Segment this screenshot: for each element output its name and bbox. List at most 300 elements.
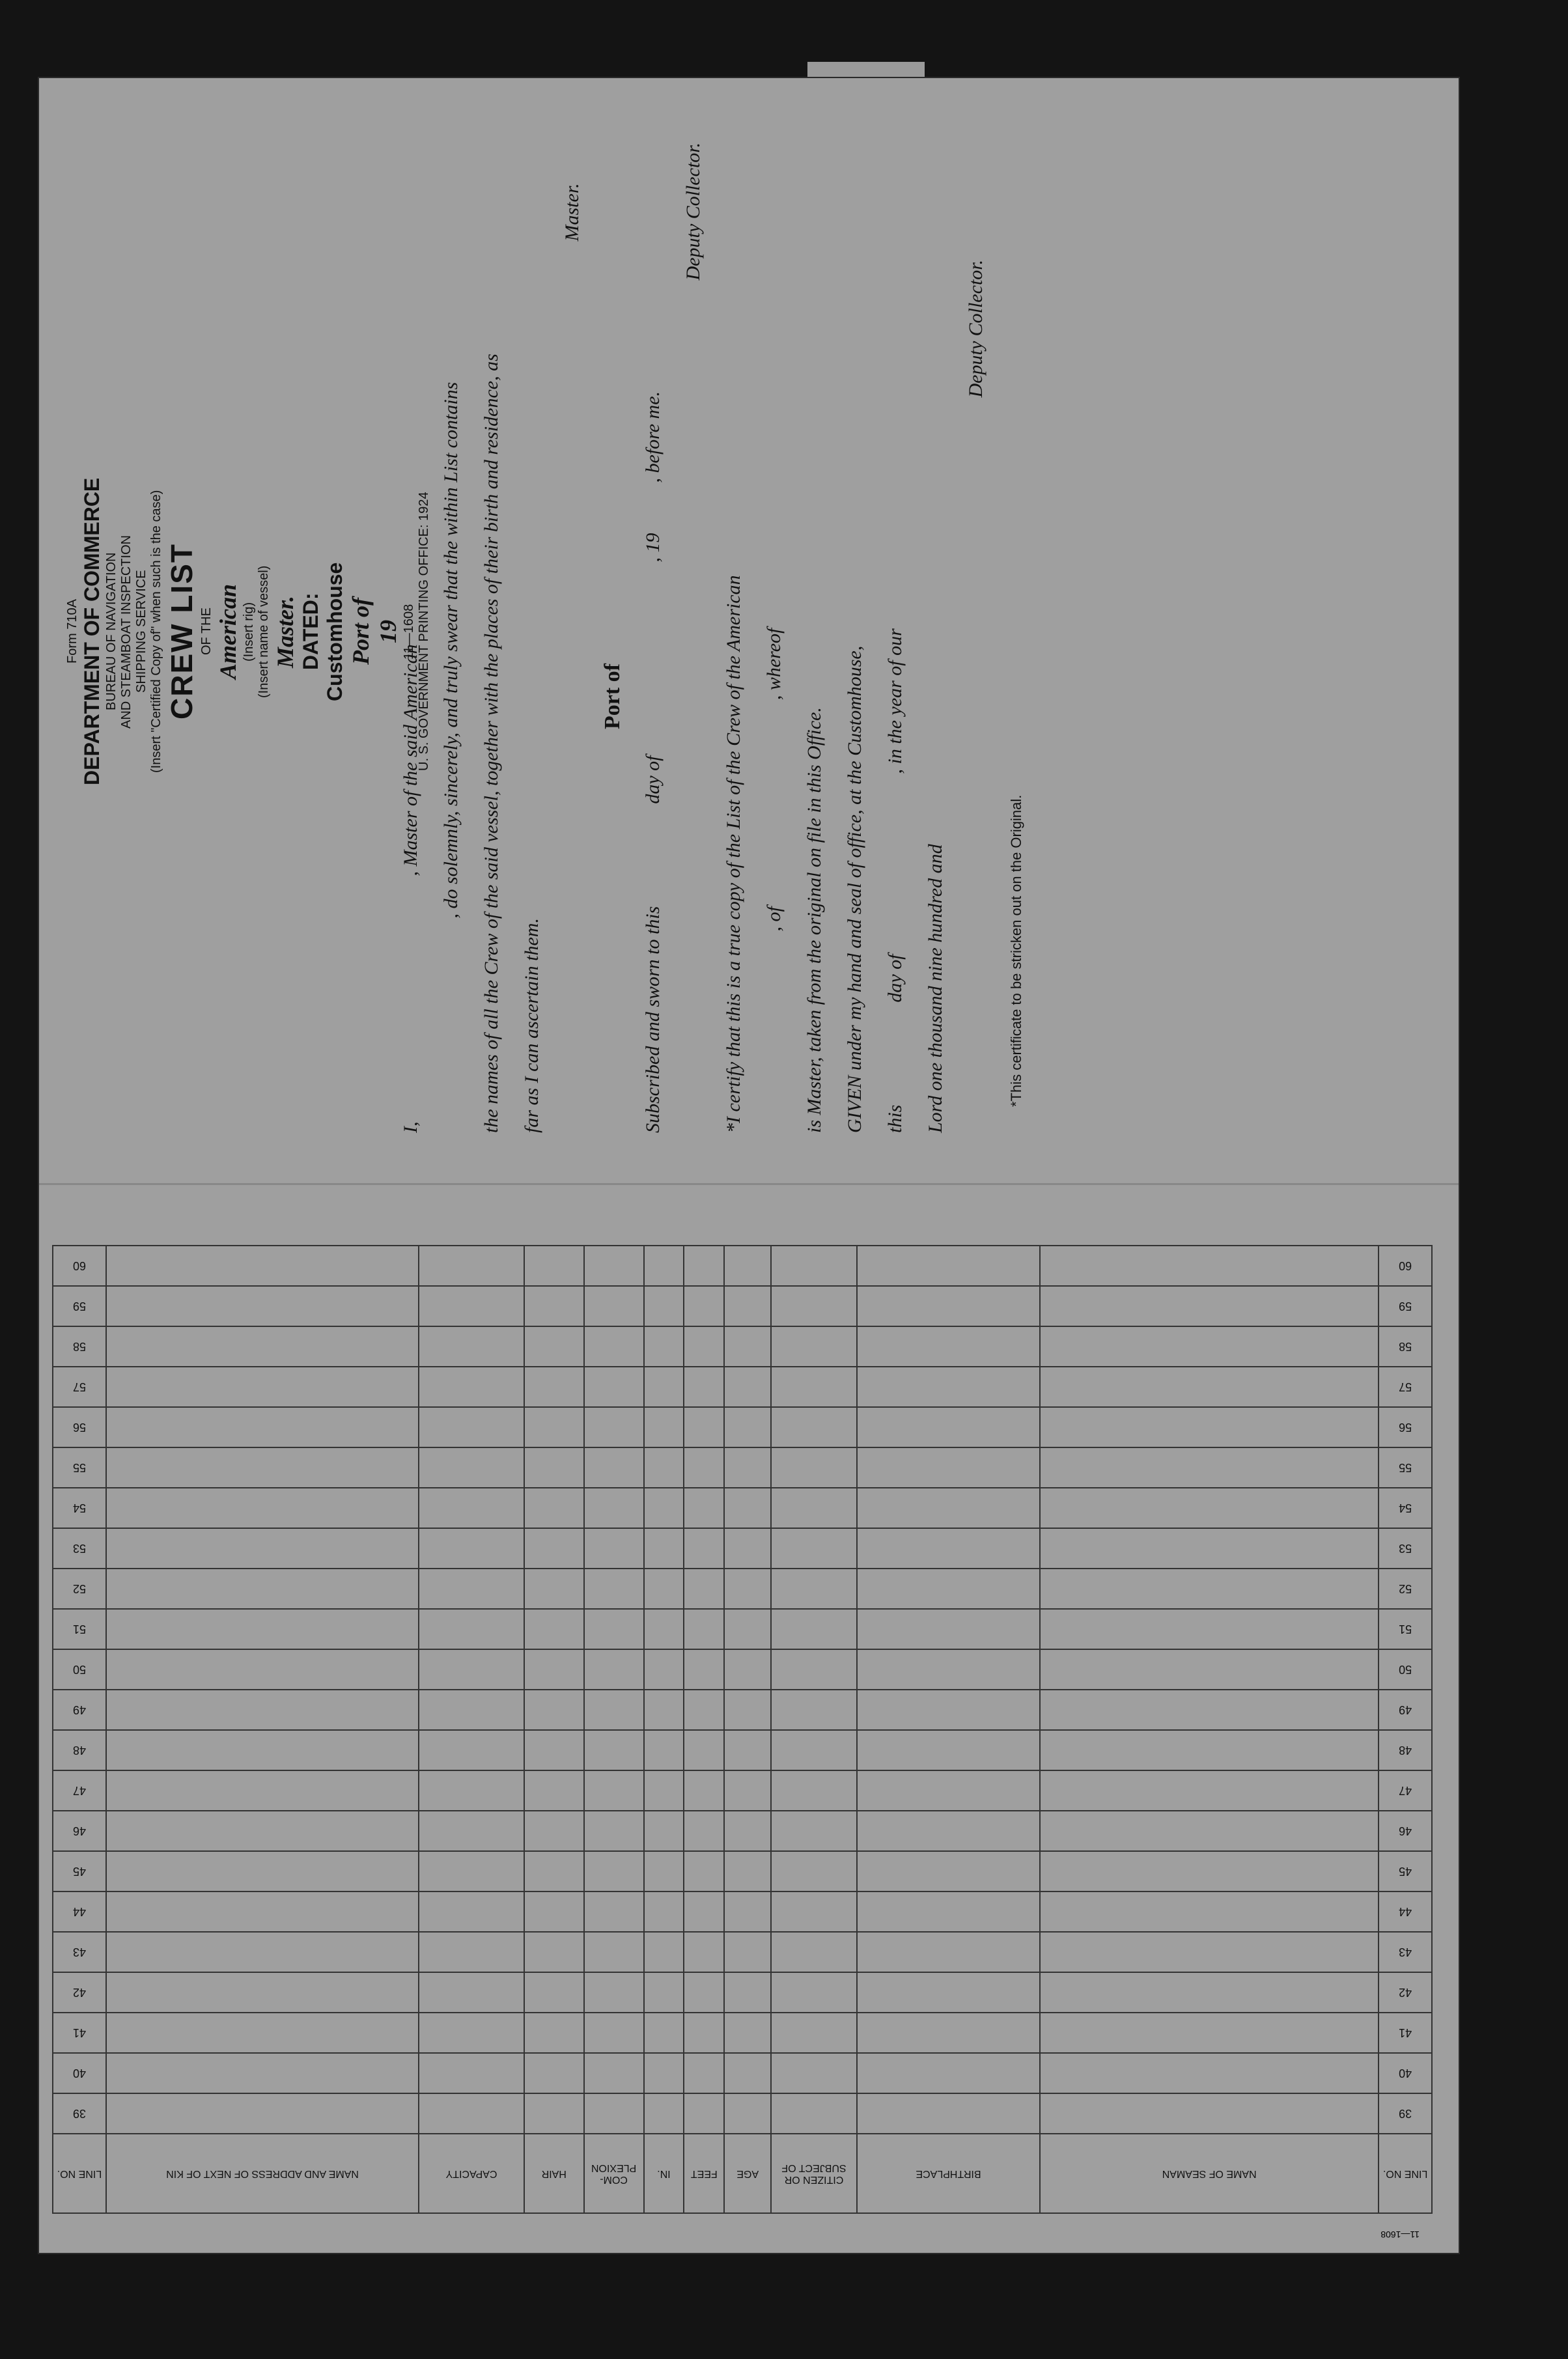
cell-capacity[interactable] — [419, 1326, 524, 1367]
deputy-collector-label-1: Deputy Collector. — [682, 142, 704, 281]
cell-line-no: 48 — [1379, 1730, 1432, 1770]
cell-birthplace[interactable] — [857, 1367, 1040, 1407]
cell-hair[interactable] — [524, 1609, 584, 1649]
cell-line-no-right: 56 — [53, 1407, 106, 1447]
cell-feet[interactable] — [684, 1246, 724, 1286]
cell-hair[interactable] — [524, 1770, 584, 1811]
cell-hair[interactable] — [524, 2013, 584, 2053]
cell-feet[interactable] — [684, 1286, 724, 1326]
cover-code: 11—1608 — [402, 604, 416, 660]
cell-feet[interactable] — [684, 1730, 724, 1770]
cell-next-of-kin[interactable] — [106, 1569, 419, 1609]
cell-next-of-kin[interactable] — [106, 1690, 419, 1730]
cell-hair[interactable] — [524, 1972, 584, 2013]
cell-inches[interactable] — [644, 1326, 684, 1367]
cell-age[interactable] — [724, 1972, 771, 2013]
cell-name[interactable] — [1040, 1730, 1379, 1770]
cell-hair[interactable] — [524, 1447, 584, 1488]
cell-hair[interactable] — [524, 1528, 584, 1569]
cell-age[interactable] — [724, 1407, 771, 1447]
cell-age[interactable] — [724, 1286, 771, 1326]
stricken-note: *This certificate to be stricken out on the Original. — [1008, 794, 1024, 1107]
table-row — [53, 1690, 1432, 1730]
cell-next-of-kin[interactable] — [106, 1609, 419, 1649]
header-complexion: COM-PLEXION — [584, 2134, 644, 2213]
cell-next-of-kin[interactable] — [106, 1891, 419, 1932]
cell-complexion[interactable] — [584, 1528, 644, 1569]
department-title: DEPARTMENT OF COMMERCE — [80, 477, 104, 786]
cell-capacity[interactable] — [419, 1447, 524, 1488]
cell-age[interactable] — [724, 1649, 771, 1690]
cell-hair[interactable] — [524, 1367, 584, 1407]
cell-line-no: 49 — [1379, 1690, 1432, 1730]
cell-birthplace[interactable] — [857, 1488, 1040, 1528]
table-code: 11—1608 — [1380, 2229, 1420, 2240]
cell-birthplace[interactable] — [857, 1407, 1040, 1447]
cell-age[interactable] — [724, 1932, 771, 1972]
cell-complexion[interactable] — [584, 1326, 644, 1367]
cell-line-no: 52 — [1379, 1569, 1432, 1609]
customhouse-label: Customhouse — [323, 562, 346, 701]
cell-birthplace[interactable] — [857, 1286, 1040, 1326]
header-line-no-right: LINE NO. — [53, 2134, 106, 2213]
cell-next-of-kin[interactable] — [106, 1851, 419, 1891]
cell-name[interactable] — [1040, 1407, 1379, 1447]
cell-name[interactable] — [1040, 1972, 1379, 2013]
cell-feet[interactable] — [684, 1770, 724, 1811]
cell-citizen[interactable] — [771, 1569, 857, 1609]
header-line-no: LINE NO. — [1379, 2134, 1432, 2213]
cell-hair[interactable] — [524, 1286, 584, 1326]
cell-line-no: 40 — [1379, 2053, 1432, 2093]
cell-complexion[interactable] — [584, 1770, 644, 1811]
cell-next-of-kin[interactable] — [106, 1649, 419, 1690]
oath-i-label: I, — [400, 1121, 421, 1133]
cell-capacity[interactable] — [419, 1407, 524, 1447]
cell-capacity[interactable] — [419, 2093, 524, 2134]
cell-birthplace[interactable] — [857, 1932, 1040, 1972]
cell-birthplace[interactable] — [857, 1246, 1040, 1286]
cell-age[interactable] — [724, 2013, 771, 2053]
cell-capacity[interactable] — [419, 1649, 524, 1690]
cell-next-of-kin[interactable] — [106, 1811, 419, 1851]
cell-line-no: 59 — [1379, 1286, 1432, 1326]
cell-citizen[interactable] — [771, 1690, 857, 1730]
cell-line-no-right: 58 — [53, 1326, 106, 1367]
cell-complexion[interactable] — [584, 1851, 644, 1891]
cell-feet[interactable] — [684, 2093, 724, 2134]
cell-complexion[interactable] — [584, 1286, 644, 1326]
cell-inches[interactable] — [644, 1932, 684, 1972]
cell-feet[interactable] — [684, 1609, 724, 1649]
cell-feet[interactable] — [684, 1972, 724, 2013]
cell-next-of-kin[interactable] — [106, 1730, 419, 1770]
cell-next-of-kin[interactable] — [106, 1286, 419, 1326]
cell-line-no-right: 40 — [53, 2053, 106, 2093]
cell-birthplace[interactable] — [857, 2013, 1040, 2053]
cell-capacity[interactable] — [419, 1528, 524, 1569]
deputy-collector-label-2: Deputy Collector. — [965, 259, 987, 398]
cell-birthplace[interactable] — [857, 1569, 1040, 1609]
header-citizen: CITIZEN OR SUBJECT OF — [771, 2134, 857, 2213]
cell-inches[interactable] — [644, 1488, 684, 1528]
given-text: GIVEN under my hand and seal of office, at the Customhouse, — [844, 645, 865, 1133]
cell-inches[interactable] — [644, 1528, 684, 1569]
cell-name[interactable] — [1040, 1569, 1379, 1609]
cell-age[interactable] — [724, 1488, 771, 1528]
cell-name[interactable] — [1040, 1326, 1379, 1367]
cell-age[interactable] — [724, 1569, 771, 1609]
cell-next-of-kin[interactable] — [106, 1932, 419, 1972]
cell-next-of-kin[interactable] — [106, 1407, 419, 1447]
cell-line-no: 58 — [1379, 1326, 1432, 1367]
cell-citizen[interactable] — [771, 2093, 857, 2134]
cell-age[interactable] — [724, 1528, 771, 1569]
cell-line-no-right: 43 — [53, 1932, 106, 1972]
cell-name[interactable] — [1040, 2093, 1379, 2134]
cell-next-of-kin[interactable] — [106, 2053, 419, 2093]
cell-inches[interactable] — [644, 2013, 684, 2053]
cell-next-of-kin[interactable] — [106, 2013, 419, 2053]
cell-feet[interactable] — [684, 1326, 724, 1367]
cell-birthplace[interactable] — [857, 1972, 1040, 2013]
cell-next-of-kin[interactable] — [106, 1246, 419, 1286]
cell-birthplace[interactable] — [857, 2093, 1040, 2134]
cell-hair[interactable] — [524, 1488, 584, 1528]
cell-capacity[interactable] — [419, 1730, 524, 1770]
cell-line-no: 46 — [1379, 1811, 1432, 1851]
is-master-text: is Master, taken from the original on file in this Office. — [804, 707, 825, 1133]
cell-citizen[interactable] — [771, 1528, 857, 1569]
cell-citizen[interactable] — [771, 2053, 857, 2093]
cell-inches[interactable] — [644, 1367, 684, 1407]
cell-name[interactable] — [1040, 1891, 1379, 1932]
vessel-hint: (Insert name of vessel) — [257, 565, 271, 698]
table-row — [53, 1770, 1432, 1811]
cell-feet[interactable] — [684, 1690, 724, 1730]
cell-age[interactable] — [724, 1367, 771, 1407]
cell-line-no: 43 — [1379, 1932, 1432, 1972]
cell-complexion[interactable] — [584, 1407, 644, 1447]
dated-label: DATED: — [299, 593, 322, 671]
cell-inches[interactable] — [644, 1407, 684, 1447]
cell-feet[interactable] — [684, 1569, 724, 1609]
port-of-label: Port of — [600, 663, 624, 729]
cell-complexion[interactable] — [584, 1730, 644, 1770]
cell-capacity[interactable] — [419, 1286, 524, 1326]
cell-citizen[interactable] — [771, 1730, 857, 1770]
cell-inches[interactable] — [644, 1609, 684, 1649]
cell-age[interactable] — [724, 1246, 771, 1286]
cell-feet[interactable] — [684, 1811, 724, 1851]
cell-age[interactable] — [724, 1730, 771, 1770]
cell-line-no: 44 — [1379, 1891, 1432, 1932]
cell-capacity[interactable] — [419, 1367, 524, 1407]
cell-feet[interactable] — [684, 1407, 724, 1447]
cell-birthplace[interactable] — [857, 1326, 1040, 1367]
cell-inches[interactable] — [644, 1649, 684, 1690]
cell-inches[interactable] — [644, 1770, 684, 1811]
cell-line-no-right: 48 — [53, 1730, 106, 1770]
cell-hair[interactable] — [524, 1851, 584, 1891]
cell-age[interactable] — [724, 1326, 771, 1367]
cell-citizen[interactable] — [771, 1447, 857, 1488]
cell-birthplace[interactable] — [857, 1811, 1040, 1851]
cell-line-no-right: 44 — [53, 1891, 106, 1932]
cell-line-no-right: 57 — [53, 1367, 106, 1407]
cell-citizen[interactable] — [771, 1770, 857, 1811]
given-line — [835, 130, 875, 1133]
cell-next-of-kin[interactable] — [106, 1488, 419, 1528]
cell-hair[interactable] — [524, 1649, 584, 1690]
cell-name[interactable] — [1040, 1770, 1379, 1811]
cell-complexion[interactable] — [584, 1811, 644, 1851]
cell-hair[interactable] — [524, 1811, 584, 1851]
day-of-label-2: day of — [884, 954, 906, 1003]
cell-capacity[interactable] — [419, 1569, 524, 1609]
cell-citizen[interactable] — [771, 1649, 857, 1690]
cell-hair[interactable] — [524, 1407, 584, 1447]
cell-line-no: 56 — [1379, 1407, 1432, 1447]
shipping-service: SHIPPING SERVICE — [134, 570, 148, 693]
cell-birthplace[interactable] — [857, 1609, 1040, 1649]
cell-inches[interactable] — [644, 1851, 684, 1891]
cell-next-of-kin[interactable] — [106, 1770, 419, 1811]
cell-citizen[interactable] — [771, 1891, 857, 1932]
oath-line-2 — [431, 130, 471, 1133]
cell-complexion[interactable] — [584, 1932, 644, 1972]
crew-list-title: CREW LIST — [165, 543, 199, 720]
cell-complexion[interactable] — [584, 1569, 644, 1609]
cell-age[interactable] — [724, 1851, 771, 1891]
form-number: Form 710A — [65, 599, 79, 664]
cell-next-of-kin[interactable] — [106, 1528, 419, 1569]
of-whereof-line — [754, 130, 794, 1133]
cell-capacity[interactable] — [419, 1609, 524, 1649]
cell-hair[interactable] — [524, 1730, 584, 1770]
cell-complexion[interactable] — [584, 1609, 644, 1649]
cell-age[interactable] — [724, 1770, 771, 1811]
cell-line-no: 42 — [1379, 1972, 1432, 2013]
of-label: , of — [763, 906, 785, 932]
cell-complexion[interactable] — [584, 1488, 644, 1528]
cell-feet[interactable] — [684, 1367, 724, 1407]
cell-capacity[interactable] — [419, 2053, 524, 2093]
cell-next-of-kin[interactable] — [106, 1447, 419, 1488]
cell-citizen[interactable] — [771, 1246, 857, 1286]
table-row — [53, 1609, 1432, 1649]
cell-age[interactable] — [724, 2093, 771, 2134]
oath-names-text: the names of all the Crew of the said vessel, together with the places of their birth and residence, as — [481, 354, 502, 1133]
cell-capacity[interactable] — [419, 2013, 524, 2053]
cell-next-of-kin[interactable] — [106, 1972, 419, 2013]
cell-complexion[interactable] — [584, 1367, 644, 1407]
cell-next-of-kin[interactable] — [106, 2093, 419, 2134]
cell-capacity[interactable] — [419, 1488, 524, 1528]
cell-birthplace[interactable] — [857, 1649, 1040, 1690]
cell-line-no-right: 53 — [53, 1528, 106, 1569]
cell-age[interactable] — [724, 1811, 771, 1851]
cell-name[interactable] — [1040, 1447, 1379, 1488]
cell-feet[interactable] — [684, 1488, 724, 1528]
lower-panel — [39, 1185, 1459, 2253]
cell-inches[interactable] — [644, 1811, 684, 1851]
cell-capacity[interactable] — [419, 1972, 524, 2013]
cell-line-no-right: 60 — [53, 1246, 106, 1286]
cell-inches[interactable] — [644, 1891, 684, 1932]
table-row — [53, 1811, 1432, 1851]
cell-age[interactable] — [724, 1609, 771, 1649]
oath-ascertain-text: far as I can ascertain them. — [521, 918, 542, 1133]
oath-master-of-label: , Master of the said American — [400, 644, 421, 876]
cell-next-of-kin[interactable] — [106, 1367, 419, 1407]
cell-birthplace[interactable] — [857, 1851, 1040, 1891]
cell-inches[interactable] — [644, 1569, 684, 1609]
cell-name[interactable] — [1040, 1488, 1379, 1528]
cell-citizen[interactable] — [771, 1367, 857, 1407]
oath-master-line — [552, 130, 593, 1133]
cell-capacity[interactable] — [419, 1932, 524, 1972]
cell-citizen[interactable] — [771, 1851, 857, 1891]
cell-citizen[interactable] — [771, 1488, 857, 1528]
cell-birthplace[interactable] — [857, 1730, 1040, 1770]
cell-birthplace[interactable] — [857, 2053, 1040, 2093]
cell-birthplace[interactable] — [857, 1770, 1040, 1811]
table-row — [53, 1730, 1432, 1770]
cell-name[interactable] — [1040, 1286, 1379, 1326]
cell-name[interactable] — [1040, 1690, 1379, 1730]
cell-line-no: 53 — [1379, 1528, 1432, 1569]
cell-birthplace[interactable] — [857, 1891, 1040, 1932]
cell-hair[interactable] — [524, 1246, 584, 1286]
table-row — [53, 1528, 1432, 1569]
cell-complexion[interactable] — [584, 1649, 644, 1690]
cell-hair[interactable] — [524, 2053, 584, 2093]
cell-complexion[interactable] — [584, 2093, 644, 2134]
header-feet: FEET — [684, 2134, 724, 2213]
cell-feet[interactable] — [684, 2013, 724, 2053]
cell-name[interactable] — [1040, 1246, 1379, 1286]
subscribed-line — [633, 130, 673, 1133]
cell-complexion[interactable] — [584, 1246, 644, 1286]
cell-line-no-right: 41 — [53, 2013, 106, 2053]
cover-master-label: Master. — [272, 595, 298, 668]
cell-inches[interactable] — [644, 1246, 684, 1286]
cell-feet[interactable] — [684, 1447, 724, 1488]
cell-name[interactable] — [1040, 1851, 1379, 1891]
cell-hair[interactable] — [524, 1932, 584, 1972]
gpo-imprint: U. S. GOVERNMENT PRINTING OFFICE: 1924 — [417, 492, 431, 772]
lord-line — [916, 130, 956, 1133]
cell-hair[interactable] — [524, 1690, 584, 1730]
cell-citizen[interactable] — [771, 1609, 857, 1649]
cell-name[interactable] — [1040, 2013, 1379, 2053]
table-row — [53, 1649, 1432, 1690]
cell-birthplace[interactable] — [857, 1690, 1040, 1730]
cell-citizen[interactable] — [771, 1407, 857, 1447]
cell-feet[interactable] — [684, 1932, 724, 1972]
table-row — [53, 1932, 1432, 1972]
cell-citizen[interactable] — [771, 2013, 857, 2053]
cell-line-no-right: 39 — [53, 2093, 106, 2134]
cell-capacity[interactable] — [419, 1770, 524, 1811]
cell-name[interactable] — [1040, 1367, 1379, 1407]
header-hair: HAIR — [524, 2134, 584, 2213]
cell-citizen[interactable] — [771, 1286, 857, 1326]
cell-inches[interactable] — [644, 1447, 684, 1488]
cell-age[interactable] — [724, 2053, 771, 2093]
cell-next-of-kin[interactable] — [106, 1326, 419, 1367]
cell-capacity[interactable] — [419, 1246, 524, 1286]
cell-feet[interactable] — [684, 1649, 724, 1690]
cell-citizen[interactable] — [771, 1811, 857, 1851]
table-row — [53, 2053, 1432, 2093]
cell-birthplace[interactable] — [857, 1447, 1040, 1488]
table-row — [53, 2013, 1432, 2053]
cell-capacity[interactable] — [419, 1811, 524, 1851]
cell-complexion[interactable] — [584, 1447, 644, 1488]
cell-age[interactable] — [724, 1447, 771, 1488]
cell-complexion[interactable] — [584, 1690, 644, 1730]
upper-panel — [39, 78, 1459, 1185]
cell-name[interactable] — [1040, 1528, 1379, 1569]
cell-inches[interactable] — [644, 1690, 684, 1730]
cell-inches[interactable] — [644, 1972, 684, 2013]
cell-complexion[interactable] — [584, 1972, 644, 2013]
cell-feet[interactable] — [684, 2053, 724, 2093]
cell-citizen[interactable] — [771, 1326, 857, 1367]
cell-line-no-right: 46 — [53, 1811, 106, 1851]
cell-complexion[interactable] — [584, 2053, 644, 2093]
cell-age[interactable] — [724, 1891, 771, 1932]
cell-line-no-right: 51 — [53, 1609, 106, 1649]
cell-name[interactable] — [1040, 2053, 1379, 2093]
table-row — [53, 1447, 1432, 1488]
table-row — [53, 1891, 1432, 1932]
cell-age[interactable] — [724, 1690, 771, 1730]
cell-citizen[interactable] — [771, 1972, 857, 2013]
cell-name[interactable] — [1040, 1609, 1379, 1649]
cell-feet[interactable] — [684, 1851, 724, 1891]
cell-inches[interactable] — [644, 1286, 684, 1326]
cell-feet[interactable] — [684, 1891, 724, 1932]
cell-capacity[interactable] — [419, 1891, 524, 1932]
cell-hair[interactable] — [524, 1569, 584, 1609]
year-19-label: , 19 — [642, 533, 664, 563]
of-the-label: OF THE — [199, 607, 214, 656]
cell-capacity[interactable] — [419, 1690, 524, 1730]
cell-line-no-right: 52 — [53, 1569, 106, 1609]
cell-inches[interactable] — [644, 2093, 684, 2134]
cell-name[interactable] — [1040, 1811, 1379, 1851]
cell-complexion[interactable] — [584, 2013, 644, 2053]
cell-citizen[interactable] — [771, 1932, 857, 1972]
cell-inches[interactable] — [644, 1730, 684, 1770]
header-capacity: CAPACITY — [419, 2134, 524, 2213]
cell-capacity[interactable] — [419, 1851, 524, 1891]
cell-name[interactable] — [1040, 1649, 1379, 1690]
cell-feet[interactable] — [684, 1528, 724, 1569]
in-year-label: , in the year of our — [884, 628, 906, 774]
cell-birthplace[interactable] — [857, 1528, 1040, 1569]
cell-hair[interactable] — [524, 2093, 584, 2134]
cell-inches[interactable] — [644, 2053, 684, 2093]
cell-name[interactable] — [1040, 1932, 1379, 1972]
cell-hair[interactable] — [524, 1326, 584, 1367]
cell-line-no: 51 — [1379, 1609, 1432, 1649]
cell-hair[interactable] — [524, 1891, 584, 1932]
cell-complexion[interactable] — [584, 1891, 644, 1932]
